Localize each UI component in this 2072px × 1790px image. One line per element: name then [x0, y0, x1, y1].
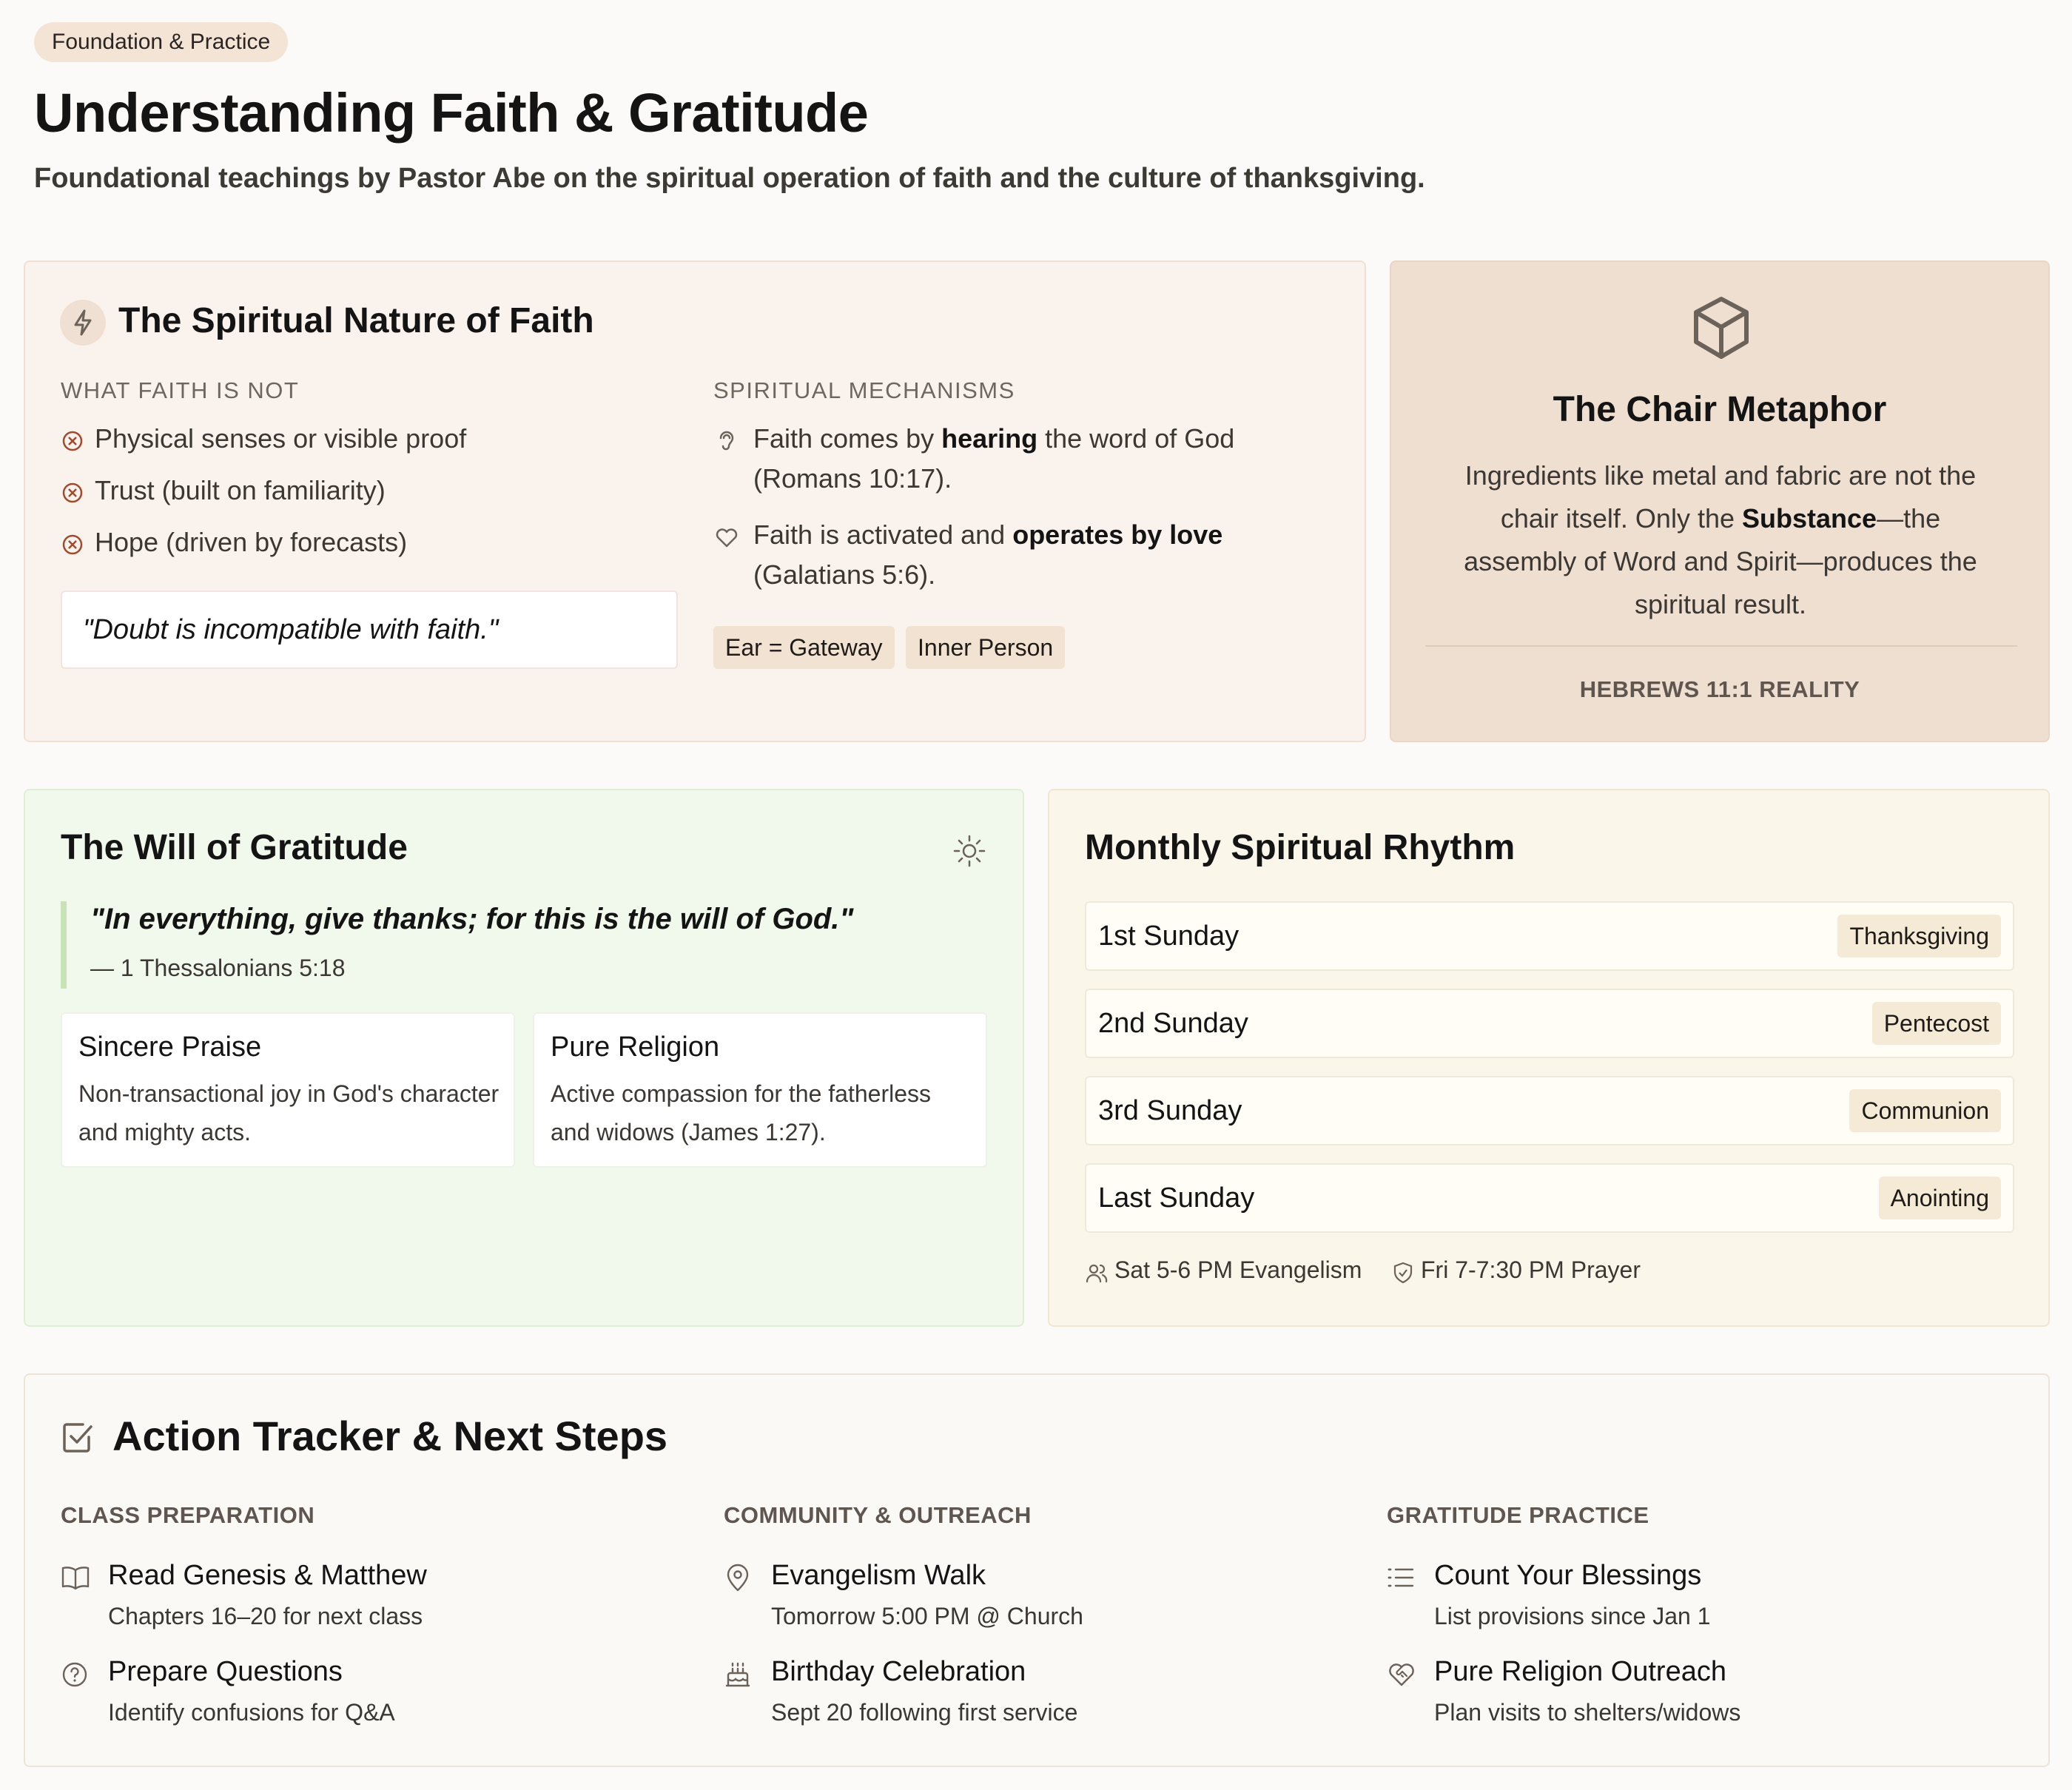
x-circle-icon	[61, 533, 84, 556]
book-icon	[61, 1564, 90, 1591]
ear-icon	[713, 428, 740, 454]
faith-card	[24, 260, 1366, 742]
gratitude-title: The Will of Gratitude	[61, 828, 408, 867]
action-item-title: Pure Religion Outreach	[1434, 1656, 1726, 1687]
mechanism-ref: (Galatians 5:6).	[753, 559, 936, 590]
action-item-sub: Identify confusions for Q&A	[108, 1699, 395, 1726]
list-item-text: Physical senses or visible proof	[95, 423, 467, 454]
card-title: Pure Religion	[551, 1032, 720, 1063]
rhythm-row	[1085, 1163, 2014, 1233]
tag-inner-person: Inner Person	[906, 626, 1065, 669]
box-icon	[1690, 295, 1752, 361]
row-tag: Pentecost	[1872, 1002, 2001, 1045]
evangelism-text: Sat 5-6 PM Evangelism	[1114, 1256, 1362, 1283]
category-badge: Foundation & Practice	[34, 22, 288, 62]
prayer-text: Fri 7-7:30 PM Prayer	[1421, 1256, 1641, 1283]
community-label: COMMUNITY & OUTREACH	[724, 1502, 1032, 1528]
chair-description: Ingredients like metal and fabric are not the chair itself. Only the Substance—the assembly of Word and Spirit—produces the spiritual result.	[1464, 460, 1977, 619]
sincere-praise-card	[61, 1012, 515, 1168]
help-circle-icon	[61, 1661, 89, 1689]
class-prep-label: CLASS PREPARATION	[61, 1502, 315, 1528]
action-item-sub: Chapters 16–20 for next class	[108, 1603, 423, 1629]
action-item[interactable]	[61, 1656, 697, 1737]
faith-not-label: WHAT FAITH IS NOT	[61, 377, 300, 403]
faith-title: The Spiritual Nature of Faith	[118, 301, 594, 340]
action-item[interactable]	[724, 1560, 1360, 1641]
shield-icon	[1391, 1261, 1415, 1285]
zap-icon	[59, 299, 107, 346]
action-item-sub: Sept 20 following first service	[771, 1699, 1078, 1726]
action-item-title: Prepare Questions	[108, 1656, 343, 1687]
gratitude-card	[24, 789, 1024, 1327]
gratitude-practice-label: GRATITUDE PRACTICE	[1387, 1502, 1649, 1528]
evangelism-schedule	[1085, 1256, 1381, 1289]
rhythm-row	[1085, 989, 2014, 1058]
quote-accent-bar	[61, 901, 67, 989]
list-item-text: Hope (driven by forecasts)	[95, 527, 408, 557]
faith-quote: "Doubt is incompatible with faith."	[61, 591, 678, 669]
list-icon	[1387, 1564, 1415, 1591]
users-icon	[1085, 1261, 1109, 1285]
list-item-text: Trust (built on familiarity)	[95, 475, 386, 505]
action-item-sub: List provisions since Jan 1	[1434, 1603, 1711, 1629]
action-item[interactable]	[1387, 1656, 2023, 1737]
action-item-title: Evangelism Walk	[771, 1560, 986, 1591]
check-square-icon	[61, 1421, 95, 1455]
gratitude-quote: "In everything, give thanks; for this is the will of God."	[90, 903, 854, 935]
heart-icon	[713, 524, 740, 551]
rhythm-row	[1085, 901, 2014, 971]
mechanism-text: Faith is activated and operates by love	[753, 519, 1223, 550]
row-tag: Anointing	[1879, 1177, 2001, 1219]
action-item-title: Count Your Blessings	[1434, 1560, 1702, 1591]
action-item-sub: Plan visits to shelters/widows	[1434, 1699, 1741, 1726]
row-day: 1st Sunday	[1098, 921, 1240, 952]
tag-ear-gateway: Ear = Gateway	[713, 626, 895, 669]
mechanism-text: Faith comes by hearing the word of God	[753, 423, 1235, 454]
mechanism-hearing	[713, 423, 1350, 494]
action-item-sub: Tomorrow 5:00 PM @ Church	[771, 1603, 1083, 1629]
rhythm-row	[1085, 1076, 2014, 1145]
row-day: Last Sunday	[1098, 1182, 1255, 1214]
mechanisms-label: SPIRITUAL MECHANISMS	[713, 377, 1015, 403]
chair-title: The Chair Metaphor	[1553, 390, 1887, 429]
x-circle-icon	[61, 429, 84, 453]
gratitude-ref: — 1 Thessalonians 5:18	[90, 955, 346, 981]
action-title: Action Tracker & Next Steps	[112, 1413, 668, 1459]
row-day: 3rd Sunday	[1098, 1095, 1242, 1126]
row-day: 2nd Sunday	[1098, 1008, 1248, 1039]
mechanism-ref: (Romans 10:17).	[753, 463, 952, 494]
action-item-title: Read Genesis & Matthew	[108, 1560, 427, 1591]
card-description: Active compassion for the fatherless and widows (James 1:27).	[551, 1080, 932, 1145]
sun-icon	[953, 835, 986, 867]
action-item[interactable]	[61, 1560, 697, 1641]
chair-card	[1390, 260, 2050, 742]
pure-religion-card	[533, 1012, 987, 1168]
map-pin-icon	[725, 1563, 750, 1592]
rhythm-card	[1048, 789, 2050, 1327]
card-title: Sincere Praise	[78, 1032, 262, 1063]
divider	[1425, 645, 2017, 647]
chair-footer: HEBREWS 11:1 REALITY	[1579, 676, 1860, 702]
action-item-title: Birthday Celebration	[771, 1656, 1026, 1687]
prayer-schedule	[1391, 1256, 1687, 1289]
rhythm-title: Monthly Spiritual Rhythm	[1085, 828, 1516, 867]
card-description: Non-transactional joy in God's character and mighty acts.	[78, 1080, 500, 1145]
page-title: Understanding Faith & Gratitude	[34, 82, 869, 144]
row-tag: Communion	[1849, 1089, 2001, 1132]
cake-icon	[724, 1659, 752, 1689]
action-item[interactable]	[1387, 1560, 2023, 1641]
page-subtitle: Foundational teachings by Pastor Abe on the spiritual operation of faith and the culture of thanksgiving.	[34, 163, 1425, 194]
heart-handshake-icon	[1387, 1661, 1416, 1687]
action-item[interactable]	[724, 1656, 1360, 1737]
action-tracker-card	[24, 1373, 2050, 1767]
row-tag: Thanksgiving	[1837, 915, 2001, 958]
mechanism-love	[713, 519, 1350, 590]
x-circle-icon	[61, 481, 84, 505]
